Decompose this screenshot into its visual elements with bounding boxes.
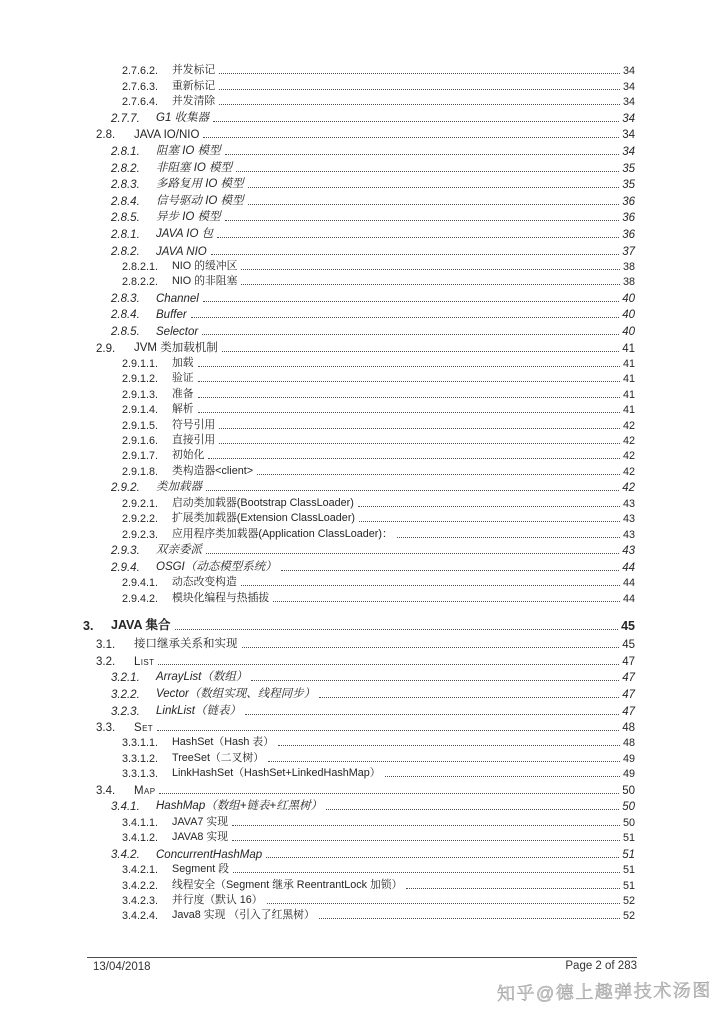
toc-entry-page: 41: [622, 342, 635, 355]
toc-entry-label: 验证: [172, 372, 194, 385]
toc-leader-dots: [211, 254, 619, 255]
toc-entry-page: 51: [622, 879, 635, 892]
toc-entry-page: 50: [622, 801, 635, 814]
toc-entry-label: JAVA 集合: [111, 617, 171, 632]
toc-entry-number: 2.8.3.: [111, 292, 140, 305]
toc-entry-page: 35: [622, 179, 635, 192]
toc-entry[interactable]: [0, 273, 720, 288]
toc-entry-number: 3.2.: [96, 655, 116, 668]
toc-entry[interactable]: [0, 605, 720, 633]
toc-leader-dots: [202, 334, 619, 335]
toc-leader-dots: [406, 888, 620, 889]
toc-entry[interactable]: [0, 907, 720, 922]
toc-leader-dots: [232, 825, 620, 826]
toc-entry-page: 36: [622, 212, 635, 225]
toc-entry-label: JAVA NIO: [156, 245, 207, 258]
toc-entry-page: 51: [622, 832, 635, 845]
toc-leader-dots: [358, 506, 620, 507]
toc-entry-page: 43: [622, 497, 635, 510]
toc-entry-page: 43: [622, 513, 635, 526]
toc-leader-dots: [158, 664, 619, 665]
toc-list: [0, 62, 720, 922]
toc-entry-number: 3.4.1.2.: [122, 832, 159, 845]
toc-entry[interactable]: [0, 462, 720, 477]
toc-leader-dots: [268, 761, 620, 762]
toc-entry-number: 3.3.1.2.: [122, 752, 159, 765]
toc-entry-page: 51: [622, 848, 635, 861]
toc-entry-page: 34: [622, 80, 635, 93]
toc-entry[interactable]: [0, 208, 720, 225]
toc-entry-label: 多路复用 IO 模型: [156, 178, 244, 191]
toc-entry-number: 2.8.4.: [111, 195, 140, 208]
toc-entry[interactable]: [0, 432, 720, 447]
toc-entry[interactable]: [0, 416, 720, 431]
toc-entry-label: Segment 段: [172, 863, 230, 876]
toc-entry-page: 34: [622, 96, 635, 109]
toc-entry[interactable]: [0, 62, 720, 77]
toc-entry-label: 初始化: [172, 449, 205, 462]
toc-entry-page: 52: [622, 910, 635, 923]
toc-leader-dots: [397, 537, 620, 538]
toc-entry-page: 34: [622, 65, 635, 78]
toc-entry[interactable]: [0, 401, 720, 416]
toc-entry-label: 类加载器: [156, 481, 202, 494]
toc-entry-page: 49: [622, 768, 635, 781]
toc-leader-dots: [278, 745, 620, 746]
toc-leader-dots: [225, 154, 620, 155]
toc-entry-page: 34: [622, 112, 635, 125]
toc-leader-dots: [319, 918, 620, 919]
toc-entry-page: 50: [622, 816, 635, 829]
toc-entry[interactable]: [0, 125, 720, 142]
toc-leader-dots: [359, 521, 620, 522]
toc-entry-label: HashMap（数组+链表+红黑树）: [156, 800, 323, 813]
toc-entry-page: 34: [622, 145, 635, 158]
toc-entry[interactable]: [0, 175, 720, 192]
toc-entry-label: 模块化编程与热插拔: [172, 591, 270, 604]
toc-entry-label: 符号引用: [172, 418, 216, 431]
toc-entry-page: 43: [622, 545, 635, 558]
toc-entry[interactable]: [0, 494, 720, 509]
toc-leader-dots: [225, 220, 620, 221]
toc-entry-page: 51: [622, 864, 635, 877]
toc-entry-number: 2.9.: [96, 342, 116, 355]
toc-entry[interactable]: [0, 701, 720, 718]
toc-entry-number: 2.8.1.: [111, 145, 140, 158]
toc-entry-number: 3.: [83, 618, 94, 633]
toc-leader-dots: [219, 104, 620, 105]
toc-entry[interactable]: [0, 370, 720, 385]
toc-entry-label: 信号驱动 IO 模型: [156, 194, 244, 207]
toc-entry-label: OSGI（动态模型系统）: [156, 560, 277, 573]
toc-entry-page: 45: [621, 618, 635, 633]
toc-entry[interactable]: [0, 668, 720, 685]
toc-entry[interactable]: [0, 718, 720, 735]
toc-entry-number: 2.9.2.3.: [122, 528, 159, 541]
toc-leader-dots: [385, 776, 620, 777]
toc-entry-page: 41: [622, 404, 635, 417]
toc-entry-number: 2.7.7.: [111, 112, 140, 125]
toc-entry-page: 44: [622, 577, 635, 590]
toc-entry-page: 42: [622, 419, 635, 432]
toc-entry-label: 接口继承关系和实现: [134, 638, 238, 651]
toc-entry[interactable]: [0, 241, 720, 258]
toc-leader-dots: [248, 187, 620, 188]
toc-entry-page: 47: [622, 705, 635, 718]
toc-entry-number: 3.2.2.: [111, 688, 140, 701]
toc-entry[interactable]: [0, 734, 720, 749]
toc-entry-number: 2.8.2.2.: [122, 276, 159, 289]
footer-page-indicator: Page 2 of 283: [565, 960, 637, 972]
toc-entry-page: 47: [622, 655, 635, 668]
toc-entry-page: 42: [622, 450, 635, 463]
toc-entry-label: TreeSet（二叉树）: [172, 751, 264, 764]
toc-entry[interactable]: [0, 651, 720, 668]
toc-entry[interactable]: [0, 305, 720, 322]
toc-entry-page: 41: [622, 373, 635, 386]
toc-entry[interactable]: [0, 684, 720, 701]
toc-entry-number: 2.8.4.: [111, 309, 140, 322]
toc-entry-number: 3.2.3.: [111, 705, 140, 718]
toc-leader-dots: [198, 397, 620, 398]
toc-leader-dots: [242, 647, 620, 648]
toc-leader-dots: [319, 697, 619, 698]
toc-entry-label: 并行度（默认 16）: [172, 894, 263, 906]
toc-entry-number: 2.8.: [96, 129, 116, 142]
toc-leader-dots: [266, 857, 619, 858]
toc-entry-number: 2.9.1.5.: [122, 419, 159, 432]
toc-entry[interactable]: [0, 589, 720, 604]
toc-entry-page: 48: [622, 722, 635, 735]
toc-entry-number: 2.9.2.: [111, 482, 140, 495]
toc-leader-dots: [198, 381, 620, 382]
toc-entry-number: 3.3.: [96, 722, 116, 735]
toc-entry-page: 36: [622, 195, 635, 208]
toc-entry-label: 应用程序类加载器(Application ClassLoader)：: [172, 527, 393, 540]
toc-entry-number: 3.4.1.: [111, 801, 140, 814]
toc-entry-number: 2.9.1.2.: [122, 373, 159, 386]
toc-entry-page: 38: [622, 276, 635, 289]
toc-entry-page: 49: [622, 752, 635, 765]
toc-leader-dots: [159, 793, 619, 794]
toc-entry-label: NIO 的非阻塞: [172, 275, 238, 288]
toc-entry-number: 3.4.2.1.: [122, 864, 159, 877]
toc-entry[interactable]: [0, 557, 720, 574]
toc-entry-number: 2.8.5.: [111, 326, 140, 339]
toc-entry-page: 44: [622, 592, 635, 605]
toc-entry[interactable]: [0, 892, 720, 907]
toc-entry-number: 3.4.2.4.: [122, 910, 159, 923]
toc-leader-dots: [326, 809, 619, 810]
toc-entry-label: Channel: [156, 292, 199, 305]
toc-entry-label: NIO 的缓冲区: [172, 259, 238, 272]
toc-entry-label: 类构造器<client>: [172, 464, 254, 477]
toc-entry-page: 35: [622, 162, 635, 175]
toc-entry-page: 42: [622, 465, 635, 478]
toc-entry[interactable]: [0, 191, 720, 208]
toc-entry-page: 40: [622, 326, 635, 339]
toc-entry-label: JAVA7 实现: [172, 815, 228, 828]
toc-leader-dots: [232, 840, 620, 841]
toc-leader-dots: [248, 204, 620, 205]
toc-entry-label: Set: [134, 722, 154, 735]
toc-entry-page: 52: [622, 895, 635, 907]
toc-entry-number: 2.9.2.2.: [122, 513, 159, 526]
toc-entry[interactable]: [0, 385, 720, 400]
toc-leader-dots: [206, 490, 619, 491]
toc-entry-label: ArrayList（数组）: [156, 671, 248, 684]
toc-entry-label: 动态改变构造: [172, 576, 237, 589]
toc-entry-label: List: [134, 655, 155, 668]
toc-entry-label: 异步 IO 模型: [156, 211, 221, 224]
toc-leader-dots: [241, 269, 620, 270]
toc-entry-number: 2.7.6.2.: [122, 65, 159, 78]
toc-entry[interactable]: [0, 321, 720, 338]
toc-entry-label: HashSet（Hash 表）: [172, 736, 275, 749]
toc-entry[interactable]: [0, 158, 720, 175]
toc-leader-dots: [198, 412, 620, 413]
toc-entry-label: 准备: [172, 387, 194, 400]
toc-entry-label: JAVA IO/NIO: [134, 129, 200, 142]
toc-entry-page: 47: [622, 672, 635, 685]
toc-entry-number: 3.4.2.: [111, 848, 140, 861]
toc-entry-page: 41: [622, 388, 635, 401]
toc-entry[interactable]: [0, 797, 720, 814]
toc-entry-number: 2.9.1.3.: [122, 388, 159, 401]
toc-entry-page: 36: [622, 228, 635, 241]
toc-entry-label: 扩展类加载器(Extension ClassLoader): [172, 512, 356, 525]
toc-entry-label: JAVA IO 包: [156, 227, 214, 240]
toc-leader-dots: [281, 570, 619, 571]
toc-entry-number: 3.2.1.: [111, 672, 140, 685]
toc-entry-label: 双亲委派: [156, 544, 202, 557]
toc-leader-dots: [208, 458, 620, 459]
toc-entry-label: 直接引用: [172, 434, 216, 447]
toc-entry[interactable]: [0, 355, 720, 370]
toc-entry-label: JAVA8 实现: [172, 831, 228, 844]
toc-entry-number: 3.4.2.2.: [122, 879, 159, 892]
toc-entry-number: 2.8.1.: [111, 228, 140, 241]
toc-entry-number: 2.8.3.: [111, 179, 140, 192]
toc-leader-dots: [222, 351, 620, 352]
toc-leader-dots: [219, 443, 620, 444]
toc-leader-dots: [198, 366, 620, 367]
toc-leader-dots: [241, 585, 620, 586]
toc-entry-number: 2.9.4.2.: [122, 592, 159, 605]
toc-entry-number: 3.4.1.1.: [122, 816, 159, 829]
toc-leader-dots: [219, 73, 620, 74]
toc-entry-label: Map: [134, 784, 156, 797]
toc-leader-dots: [233, 872, 620, 873]
toc-leader-dots: [203, 137, 619, 138]
toc-entry-page: 47: [622, 688, 635, 701]
toc-leader-dots: [236, 171, 619, 172]
toc-entry-number: 3.3.1.1.: [122, 737, 159, 750]
toc-entry[interactable]: [0, 141, 720, 158]
toc-entry-number: 2.7.6.3.: [122, 80, 159, 93]
toc-entry-label: Vector（数组实现、线程同步）: [156, 687, 316, 700]
footer-divider: [87, 957, 637, 958]
toc-entry-label: LinkList（链表）: [156, 704, 241, 717]
toc-entry[interactable]: [0, 765, 720, 780]
toc-entry-page: 41: [622, 358, 635, 371]
toc-entry[interactable]: [0, 525, 720, 540]
toc-entry-number: 2.9.1.4.: [122, 404, 159, 417]
toc-entry-label: Java8 实现 （引入了红黑树）: [172, 909, 315, 922]
toc-leader-dots: [206, 553, 619, 554]
toc-entry-page: 42: [622, 482, 635, 495]
toc-entry[interactable]: [0, 510, 720, 525]
toc-leader-dots: [219, 428, 620, 429]
toc-entry-page: 37: [622, 245, 635, 258]
toc-entry[interactable]: [0, 77, 720, 92]
toc-entry-label: 线程安全（Segment 继承 ReentrantLock 加锁）: [172, 878, 403, 891]
toc-entry-number: 3.4.: [96, 784, 116, 797]
toc-entry-page: 34: [622, 129, 635, 142]
toc-entry[interactable]: [0, 876, 720, 891]
toc-entry-number: 2.9.1.7.: [122, 450, 159, 463]
toc-entry-page: 48: [622, 737, 635, 750]
toc-entry-number: 2.7.6.4.: [122, 96, 159, 109]
toc-entry-number: 2.9.3.: [111, 545, 140, 558]
toc-entry[interactable]: [0, 447, 720, 462]
toc-entry[interactable]: [0, 813, 720, 828]
toc-entry-number: 2.9.2.1.: [122, 497, 159, 510]
toc-entry-number: 3.3.1.3.: [122, 768, 159, 781]
toc-entry-label: 并发标记: [172, 64, 216, 77]
toc-entry-label: Selector: [156, 326, 199, 339]
toc-entry-number: 2.9.4.: [111, 561, 140, 574]
toc-entry-label: G1 收集器: [156, 111, 210, 124]
toc-entry[interactable]: [0, 829, 720, 844]
toc-entry[interactable]: [0, 635, 720, 652]
toc-entry[interactable]: [0, 93, 720, 108]
toc-entry[interactable]: [0, 861, 720, 876]
toc-entry[interactable]: [0, 224, 720, 241]
toc-entry-label: 非阻塞 IO 模型: [156, 161, 233, 174]
toc-entry-number: 3.1.: [96, 639, 116, 652]
toc-leader-dots: [191, 317, 620, 318]
toc-entry-page: 40: [622, 309, 635, 322]
toc-entry-page: 43: [622, 528, 635, 541]
toc-entry-label: 加载: [172, 357, 194, 370]
toc-leader-dots: [213, 121, 619, 122]
toc-entry[interactable]: [0, 108, 720, 125]
toc-entry[interactable]: [0, 749, 720, 764]
toc-entry-number: 2.8.2.: [111, 162, 140, 175]
toc-entry-page: 38: [622, 260, 635, 273]
toc-entry-number: 2.9.4.1.: [122, 577, 159, 590]
toc-leader-dots: [273, 601, 620, 602]
toc-entry[interactable]: [0, 844, 720, 861]
toc-entry[interactable]: [0, 288, 720, 305]
zhihu-watermark: 知乎@德上趣弹技术汤图: [497, 980, 713, 1004]
toc-leader-dots: [257, 474, 620, 475]
toc-entry-number: 3.4.2.3.: [122, 895, 159, 907]
toc-entry-label: 阻塞 IO 模型: [156, 144, 221, 157]
toc-leader-dots: [267, 903, 620, 904]
toc-leader-dots: [241, 284, 620, 285]
toc-entry-label: LinkHashSet（HashSet+LinkedHashMap）: [172, 767, 381, 780]
toc-entry-number: 2.8.2.1.: [122, 260, 159, 273]
toc-leader-dots: [245, 714, 619, 715]
toc-entry-label: Buffer: [156, 309, 187, 322]
toc-entry[interactable]: [0, 780, 720, 797]
toc-leader-dots: [219, 89, 620, 90]
toc-leader-dots: [217, 237, 619, 238]
toc-entry-number: 2.9.1.1.: [122, 358, 159, 371]
toc-entry-label: 启动类加载器(Bootstrap ClassLoader): [172, 496, 354, 509]
toc-leader-dots: [251, 680, 619, 681]
toc-entry-label: 重新标记: [172, 79, 216, 92]
toc-entry-page: 45: [622, 639, 635, 652]
toc-entry[interactable]: [0, 258, 720, 273]
toc-entry-page: 40: [622, 292, 635, 305]
footer-date: 13/04/2018: [93, 961, 151, 973]
toc-entry-number: 2.9.1.6.: [122, 435, 159, 448]
toc-entry[interactable]: [0, 338, 720, 355]
toc-entry-page: 50: [622, 784, 635, 797]
toc-entry-number: 2.9.1.8.: [122, 465, 159, 478]
toc-leader-dots: [203, 301, 619, 302]
toc-entry-label: ConcurrentHashMap: [156, 848, 263, 861]
toc-entry-label: JVM 类加载机制: [134, 341, 218, 354]
toc-entry-label: 解析: [172, 403, 194, 416]
toc-entry[interactable]: [0, 574, 720, 589]
toc-leader-dots: [175, 629, 619, 630]
toc-entry-page: 44: [622, 561, 635, 574]
toc-entry[interactable]: [0, 478, 720, 495]
toc-entry-number: 2.8.2.: [111, 245, 140, 258]
toc-entry-label: 并发清除: [172, 95, 216, 108]
toc-entry-number: 2.8.5.: [111, 212, 140, 225]
toc-leader-dots: [157, 730, 619, 731]
toc-entry[interactable]: [0, 541, 720, 558]
toc-entry-page: 42: [622, 435, 635, 448]
